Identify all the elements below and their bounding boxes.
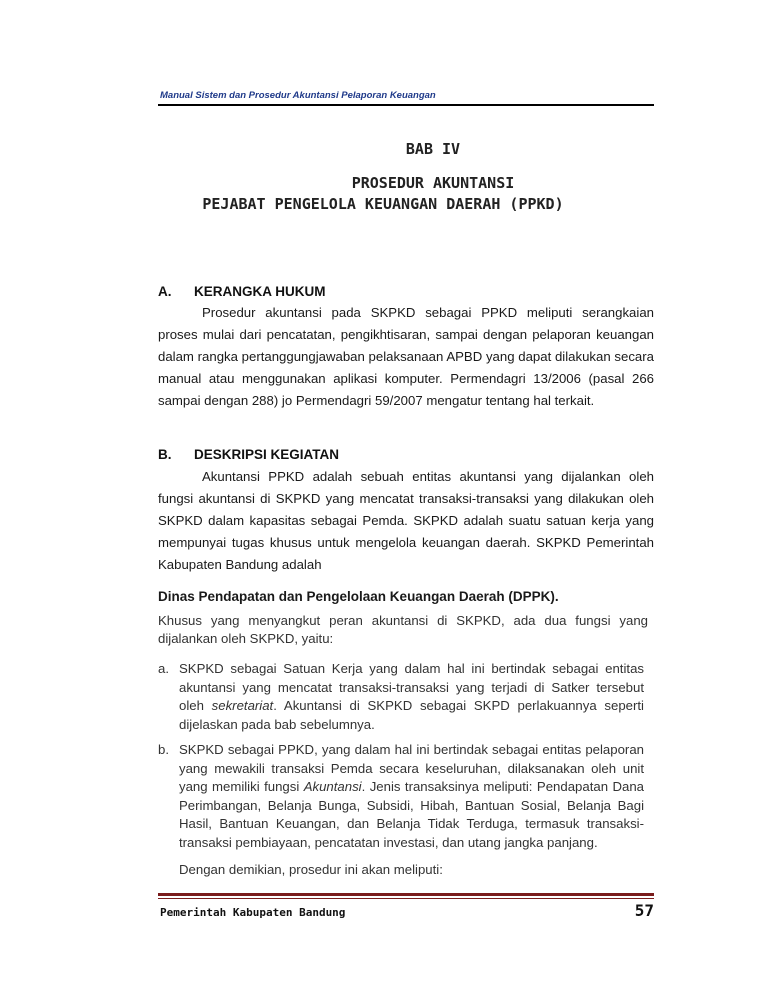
running-header: Manual Sistem dan Prosedur Akuntansi Pelaporan Keuangan [160,90,436,101]
section-a-body: Prosedur akuntansi pada SKPKD sebagai PPKD meliputi serangkaian proses mulai dari pencatatan, pengikhtisaran, sampai dengan pelaporan keuangan dalam rangka pertanggungjawaban pelaksanaan APBD yang dapat dilakukan secara manual atau menggunakan aplikasi komputer. Permendagri 13/2006 (pasal 266 sampai dengan 288) jo Permendagri 59/2007 mengatur tentang hal terkait. [158,305,654,408]
list-text-b-part1: SKPKD sebagai PPKD, yang dalam hal ini bertindak sebagai entitas pelaporan yang mewakili transaksi Pemda secara keseluruhan, dilaksanakan oleh unit yang memiliki fungsi [179,742,644,794]
section-a-paragraph [158,302,654,412]
header-rule [158,104,654,106]
subheading: Dinas Pendapatan dan Pengelolaan Keuangan Daerah (DPPK). [158,589,559,604]
list-item-b [158,741,644,852]
footer-organization: Pemerintah Kabupaten Bandung [160,906,346,919]
chapter-title: PROSEDUR AKUNTANSI [351,174,515,192]
section-b-title: DESKRIPSI KEGIATAN [194,447,340,462]
list-text-a-part1: SKPKD sebagai Satuan Kerja yang dalam hal ini bertindak sebagai entitas akuntansi yang mencatat transaksi-transaksi yang terjadi di Satker tersebut oleh [179,661,644,713]
section-a-letter: A. [158,284,172,299]
list-item-a [158,660,644,734]
list-marker-a: a. [158,661,169,676]
section-b-heading [158,447,339,462]
footer-rule-thick [158,893,654,896]
page-number: 57 [634,901,654,920]
section-b-body: Akuntansi PPKD adalah sebuah entitas akuntansi yang dijalankan oleh fungsi akuntansi di SKPKD yang mencatat transaksi-transaksi yang dilakukan oleh SKPKD dalam kapasitas sebagai Pemda. SKPKD adalah suatu satuan kerja yang mempunyai tugas khusus untuk mengelola keuangan daerah. SKPKD Pemerintah Kabupaten Bandung adalah [158,469,654,572]
footer-rule-thin [158,898,654,899]
list-text-a-emphasis: sekretariat [211,698,274,713]
section-b-letter: B. [158,447,172,462]
section-a-title: KERANGKA HUKUM [194,284,326,299]
list-text-b [179,741,644,852]
chapter-subtitle: PEJABAT PENGELOLA KEUANGAN DAERAH (PPKD) [202,195,564,213]
intro-paragraph: Khusus yang menyangkut peran akuntansi di SKPKD, ada dua fungsi yang dijalankan oleh SKPKD, yaitu: [158,613,648,646]
list-text-a [179,660,644,734]
chapter-number: BAB IV [405,140,461,158]
list-text-a-part2: . Akuntansi di SKPKD sebagai SKPD perlakuannya seperti dijelaskan pada bab sebelumnya. [179,698,644,732]
list-text-b-part2: . Jenis transaksinya meliputi: Pendapatan Dana Perimbangan, Belanja Bunga, Subsidi, Hibah, Bantuan Sosial, Belanja Bagi Hasil, Bantuan Keuangan, dan Belanja Tidak Terduga, termasuk transaksi-transaksi pembiayaan, pencatatan investasi, dan utang jangka panjang. [179,779,644,850]
list-text-b-emphasis: Akuntansi [303,779,362,794]
closing-line: Dengan demikian, prosedur ini akan meliputi: [179,862,443,877]
section-a-heading [158,284,326,299]
list-marker-b: b. [158,742,169,757]
section-b-paragraph [158,466,654,576]
